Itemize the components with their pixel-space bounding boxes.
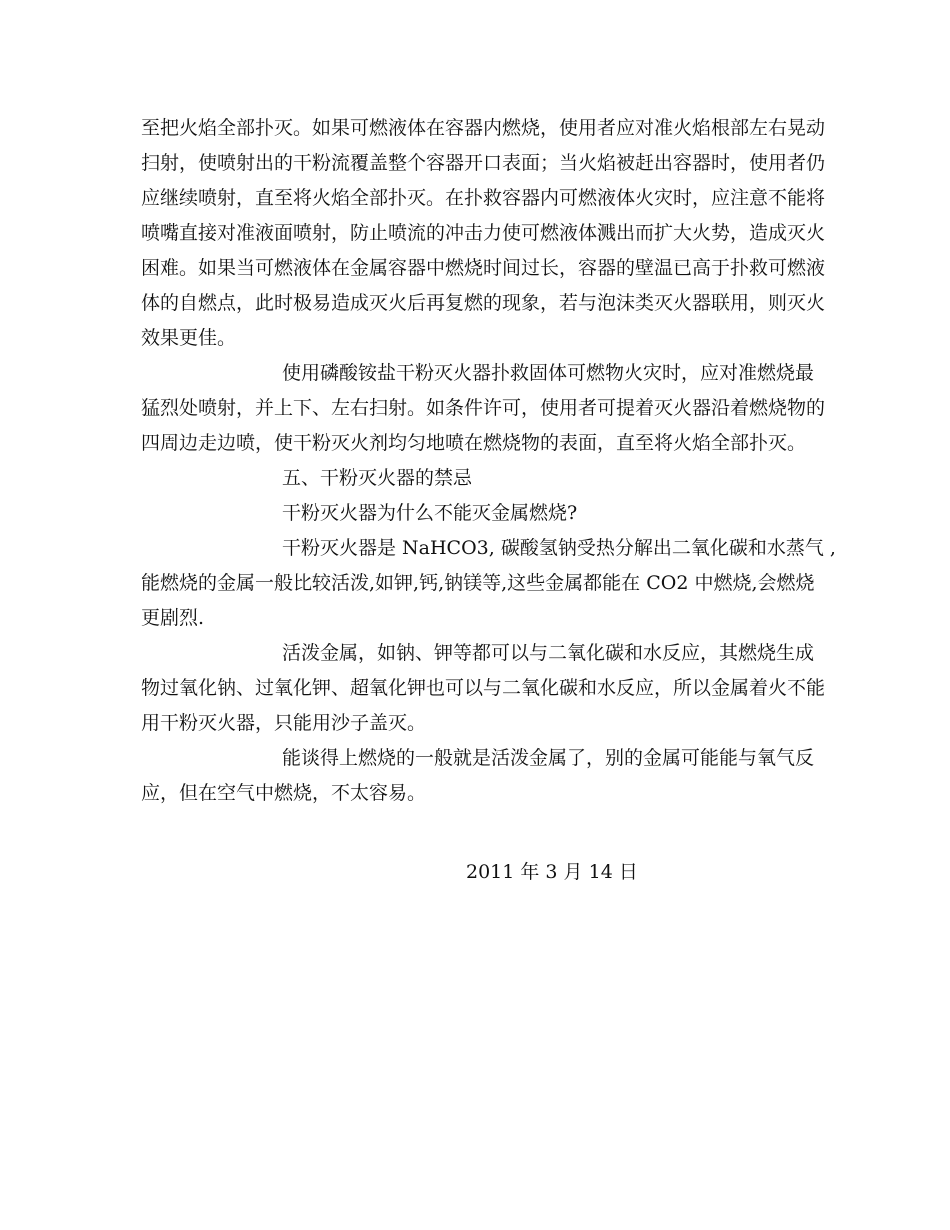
question-heading: 干粉灭火器为什么不能灭金属燃烧? (282, 502, 578, 524)
body-text-line: 至把火焰全部扑灭。如果可燃液体在容器内燃烧，使用者应对准火焰根部左右晃动 (141, 117, 826, 139)
document-date: 2011 年 3 月 14 日 (466, 861, 638, 883)
body-text-line: 喷嘴直接对准液面喷射，防止喷流的冲击力使可燃液体溅出而扩大火势，造成灭火 (141, 222, 826, 244)
paragraph-first-line: 使用磷酸铵盐干粉灭火器扑救固体可燃物火灾时，应对准燃烧最 (282, 362, 815, 384)
body-text-line: 更剧烈. (141, 607, 205, 629)
body-text-line: 应继续喷射，直至将火焰全部扑灭。在扑救容器内可燃液体火灾时，应注意不能将 (141, 187, 826, 209)
paragraph-first-line: 能谈得上燃烧的一般就是活泼金属了，别的金属可能能与氧气反 (282, 747, 815, 769)
body-text-line: 体的自燃点，此时极易造成灭火后再复燃的现象，若与泡沫类灭火器联用，则灭火 (141, 292, 826, 314)
body-text-line: 困难。如果当可燃液体在金属容器中燃烧时间过长，容器的壁温已高于扑救可燃液 (141, 257, 826, 279)
body-text-line: 能燃烧的金属一般比较活泼,如钾,钙,钠镁等,这些金属都能在 CO2 中燃烧,会燃烧 (141, 572, 815, 594)
body-text-line: 用干粉灭火器，只能用沙子盖灭。 (141, 712, 427, 734)
body-text-line: 效果更佳。 (141, 327, 237, 349)
body-text-line: 物过氧化钠、过氧化钾、超氧化钾也可以与二氧化碳和水反应，所以金属着火不能 (141, 677, 826, 699)
paragraph-first-line: 活泼金属，如钠、钾等都可以与二氧化碳和水反应，其燃烧生成 (282, 642, 815, 664)
section-heading: 五、干粉灭火器的禁忌 (282, 467, 473, 489)
body-text-line: 应，但在空气中燃烧，不太容易。 (141, 782, 427, 804)
paragraph-first-line: 干粉灭火器是 NaHCO3, 碳酸氢钠受热分解出二氧化碳和水蒸气 , (282, 537, 836, 559)
body-text-line: 猛烈处喷射，并上下、左右扫射。如条件许可，使用者可提着灭火器沿着燃烧物的 (141, 397, 826, 419)
body-text-line: 扫射，使喷射出的干粉流覆盖整个容器开口表面；当火焰被赶出容器时，使用者仍 (141, 152, 826, 174)
body-text-line: 四周边走边喷，使干粉灭火剂均匀地喷在燃烧物的表面，直至将火焰全部扑灭。 (141, 432, 807, 454)
